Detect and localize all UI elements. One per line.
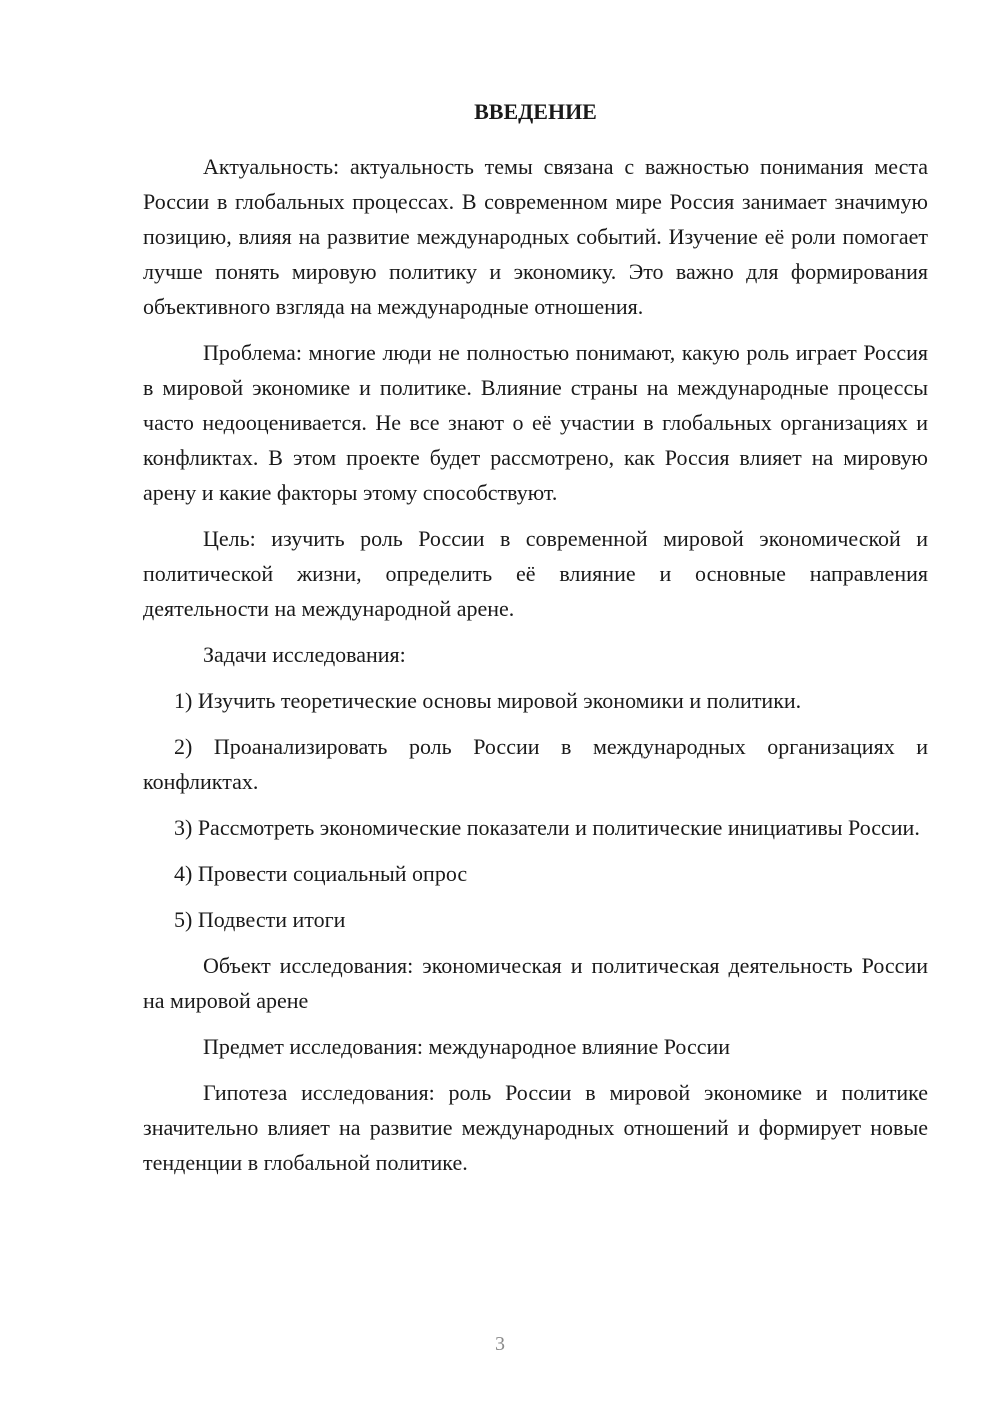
paragraph-subject: Предмет исследования: международное влияние России — [203, 1034, 731, 1059]
section-heading: ВВЕДЕНИЕ — [474, 99, 597, 124]
paragraph-hypothesis: Гипотеза исследования: роль России в мировой экономике и политике значительно влияет на развитие международных отношений и формирует новые тенденции в глобальной политике. — [143, 1080, 928, 1175]
paragraph-problem: Проблема: многие люди не полностью понимают, какую роль играет Россия в мировой экономике и политике. Влияние страны на международные процессы часто недооценивается. Не все знают о её участии в глобальных организациях и конфликтах. В этом проекте будет рассмотрено, как Россия влияет на мировую арену и какие факторы этому способствуют. — [143, 340, 928, 505]
paragraph-tasks-heading: Задачи исследования: — [203, 642, 406, 667]
paragraph-goal: Цель: изучить роль России в современной мировой экономической и политической жизни, определить её влияние и основные направления деятельности на международной арене. — [143, 526, 928, 621]
task-item-3: 3) Рассмотреть экономические показатели и политические инициативы России. — [174, 815, 920, 840]
page-number: 3 — [495, 1333, 505, 1355]
document-body — [143, 94, 928, 1191]
task-item-4: 4) Провести социальный опрос — [174, 861, 468, 886]
paragraph-relevance: Актуальность: актуальность темы связана с важностью понимания места России в глобальных процессах. В современном мире Россия занимает значимую позицию, влияя на развитие международных событий. Изучение её роли помогает лучше понять мировую политику и экономику. Это важно для формирования объективного взгляда на международные отношения. — [143, 154, 928, 319]
paragraph-object: Объект исследования: экономическая и политическая деятельность России на мировой арене — [143, 953, 928, 1013]
task-item-2: 2) Проанализировать роль России в международных организациях и конфликтах. — [143, 734, 928, 794]
task-item-5: 5) Подвести итоги — [174, 907, 346, 932]
task-item-1: 1) Изучить теоретические основы мировой экономики и политики. — [174, 688, 802, 713]
